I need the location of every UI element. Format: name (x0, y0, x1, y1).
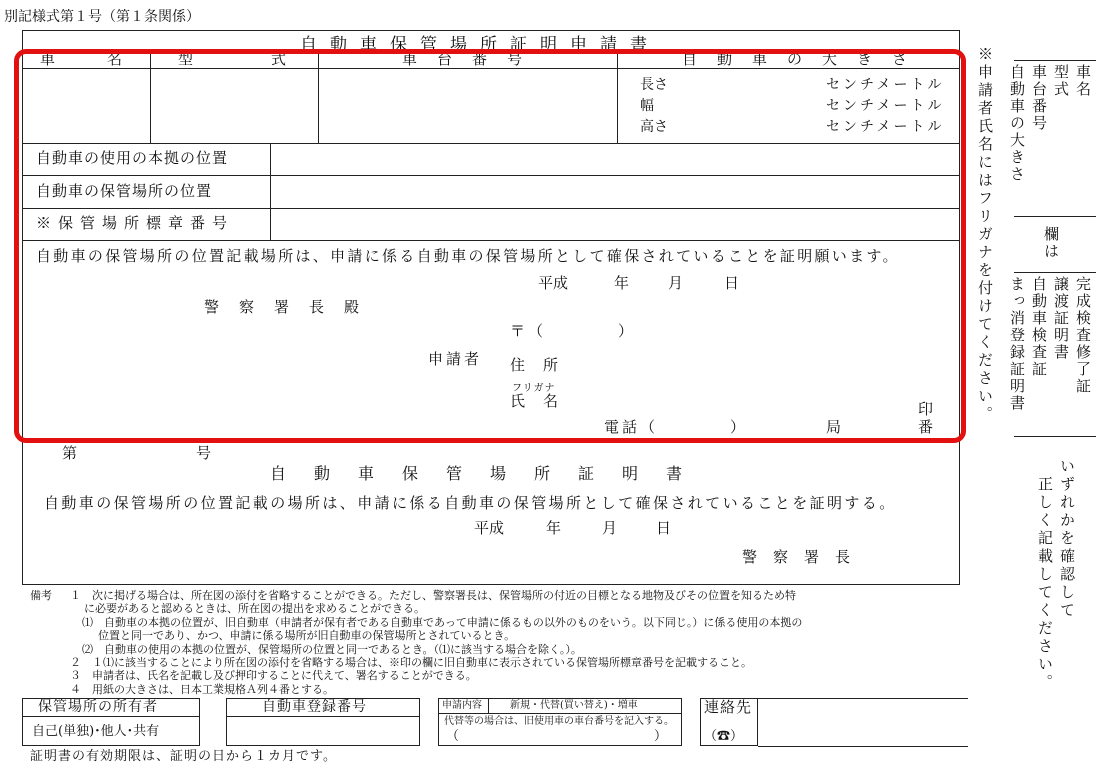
certificate-date-year: 年 (546, 519, 562, 537)
request-date-month: 月 (668, 274, 684, 292)
side-bottom-col-3: 自動車検査証 (1030, 276, 1048, 378)
rule (226, 716, 420, 717)
notes-lead: 備考 (30, 589, 52, 602)
size-height-unit: センチメートル (826, 119, 945, 135)
form-id: 別記様式第１号（第１条関係） (4, 9, 200, 25)
certificate-date-day: 日 (656, 519, 672, 537)
note-1e: ⑵ 自動車の使用の本拠の位置が、保管場所の位置と同一であるとき。（⑴に該当する場合を除く。）。 (82, 643, 582, 656)
certificate-statement: 自動車の保管場所の位置記載の場所は、申請に係る自動車の保管場所として確保されていることを証明する。 (44, 494, 897, 512)
applicant-label: 申請者 (428, 350, 483, 368)
highlight-box (14, 49, 966, 443)
addressee: 警察署長殿 (204, 298, 380, 316)
side-bottom-col-2: 譲渡証明書 (1052, 276, 1070, 361)
side-top-col-2: 型式 (1052, 64, 1070, 98)
size-length-unit: センチメートル (826, 77, 945, 93)
applicant-address-label: 住所 (510, 356, 577, 374)
rule (1014, 216, 1096, 217)
base-location-label: 自動車の使用の本拠の位置 (36, 149, 229, 167)
rule (758, 698, 968, 699)
contact-label: 連絡先 (704, 698, 753, 716)
note-3: ３ 申請者は、氏名を記載し及び押印することに代えて、署名することができる。 (70, 669, 477, 682)
rule (758, 746, 968, 747)
size-width-unit: センチメートル (826, 98, 945, 114)
side-confirm: いずれかを確認して (1058, 458, 1076, 620)
note-1b: に必要があると認めるときは、所在図の提出を求めることができる。 (84, 602, 425, 615)
side-bottom-col-4: まっ消登録証明書 (1008, 276, 1026, 412)
content-value[interactable]: 新規・代替(買い替え)・増車 (510, 700, 638, 711)
seal-mark: 印 (918, 400, 934, 418)
header-model: 型式 (178, 50, 365, 68)
certificate-title: 自動車保管場所証明書 (270, 464, 711, 483)
applicant-name-label: 氏名 (510, 392, 577, 410)
header-car-name: 車名 (40, 50, 175, 68)
owner-value[interactable]: 自己(単独)･他人･共有 (32, 724, 160, 739)
owner-label: 保管場所の所有者 (38, 699, 158, 715)
phone-number: 番 (918, 418, 934, 436)
form-title-text: 自動車保管場所証明申請書 (300, 35, 660, 55)
request-date-era: 平成 (538, 274, 569, 292)
side-ran: 欄は (1042, 226, 1060, 260)
side-top-col-1: 車名 (1074, 64, 1092, 98)
side-bottom-col-1: 完成検査修了証 (1074, 276, 1092, 395)
applicant-furigana-label: フリガナ (512, 383, 556, 394)
registration-field[interactable] (228, 718, 418, 744)
applicant-postal: 〒（ ） (510, 322, 637, 340)
rule (1014, 436, 1096, 437)
replace-paren[interactable]: （ ） (446, 729, 668, 744)
validity-note: 証明書の有効期限は、証明の日から１カ月です。 (30, 749, 337, 764)
header-chassis-no: 車台番号 (402, 50, 543, 68)
rule (438, 713, 682, 714)
rule (1014, 60, 1096, 61)
header-vehicle-size: 自動車の大きさ (682, 50, 928, 68)
note-1a: １ 次に掲げる場合は、所在図の添付を省略することができる。ただし、警察署長は、保管場所の付近の目標となる地物及びその位置を知るため特 (70, 589, 796, 602)
rule (488, 698, 489, 713)
storage-location-label: 自動車の保管場所の位置 (36, 182, 213, 200)
note-2: ２ １⑴に該当することにより所在図の添付を省略する場合は、※印の欄に旧自動車に表示されている保管場所標章番号を記載すること。 (70, 656, 752, 669)
side-top-col-4: 自動車の大きさ (1008, 64, 1026, 183)
contact-phone[interactable]: （☎） (704, 729, 744, 744)
certificate-issuer: 警察署長 (742, 548, 867, 566)
size-height-label: 高さ (640, 119, 668, 135)
certificate-number-suffix: 号 (196, 444, 212, 462)
side-confirm-2: 正しく記載してください。 (1036, 476, 1054, 692)
rule (1014, 272, 1096, 273)
certificate-date-era: 平成 (474, 519, 505, 537)
applicant-phone-label: 電話（ ） (604, 418, 749, 436)
content-label: 申請内容 (442, 700, 482, 711)
sticker-number-label: ※保管場所標章番号 (36, 214, 235, 232)
replace-note: 代替等の場合は、旧使用車の車台番号を記入する。 (444, 716, 674, 727)
phone-exchange: 局 (826, 418, 842, 436)
rule (22, 716, 200, 717)
note-4: ４ 用紙の大きさは、日本工業規格Ａ列４番とする。 (70, 683, 334, 696)
note-1d: 位置と同一であり、かつ、申請に係る場所が旧自動車の保管場所とされているとき。 (98, 629, 516, 642)
registration-label: 自動車登録番号 (262, 699, 367, 715)
certificate-date-month: 月 (602, 519, 618, 537)
right-note: ※申請者氏名にはフリガナを付けてください。 (976, 46, 994, 424)
request-date-day: 日 (724, 274, 740, 292)
size-width-label: 幅 (640, 98, 654, 114)
side-top-col-3: 車台番号 (1030, 64, 1048, 132)
size-length-label: 長さ (640, 77, 668, 93)
request-statement: 自動車の保管場所の位置記載場所は、申請に係る自動車の保管場所として確保されていることを証明願います。 (36, 247, 900, 265)
note-1c: ⑴ 自動車の本拠の位置が、旧自動車（申請者が保有者である自動車であって申請に係るもの以外のものをいう。以下同じ。）に係る使用の本拠の (82, 616, 803, 629)
certificate-number-prefix: 第 (62, 444, 78, 462)
request-date-year: 年 (614, 274, 630, 292)
